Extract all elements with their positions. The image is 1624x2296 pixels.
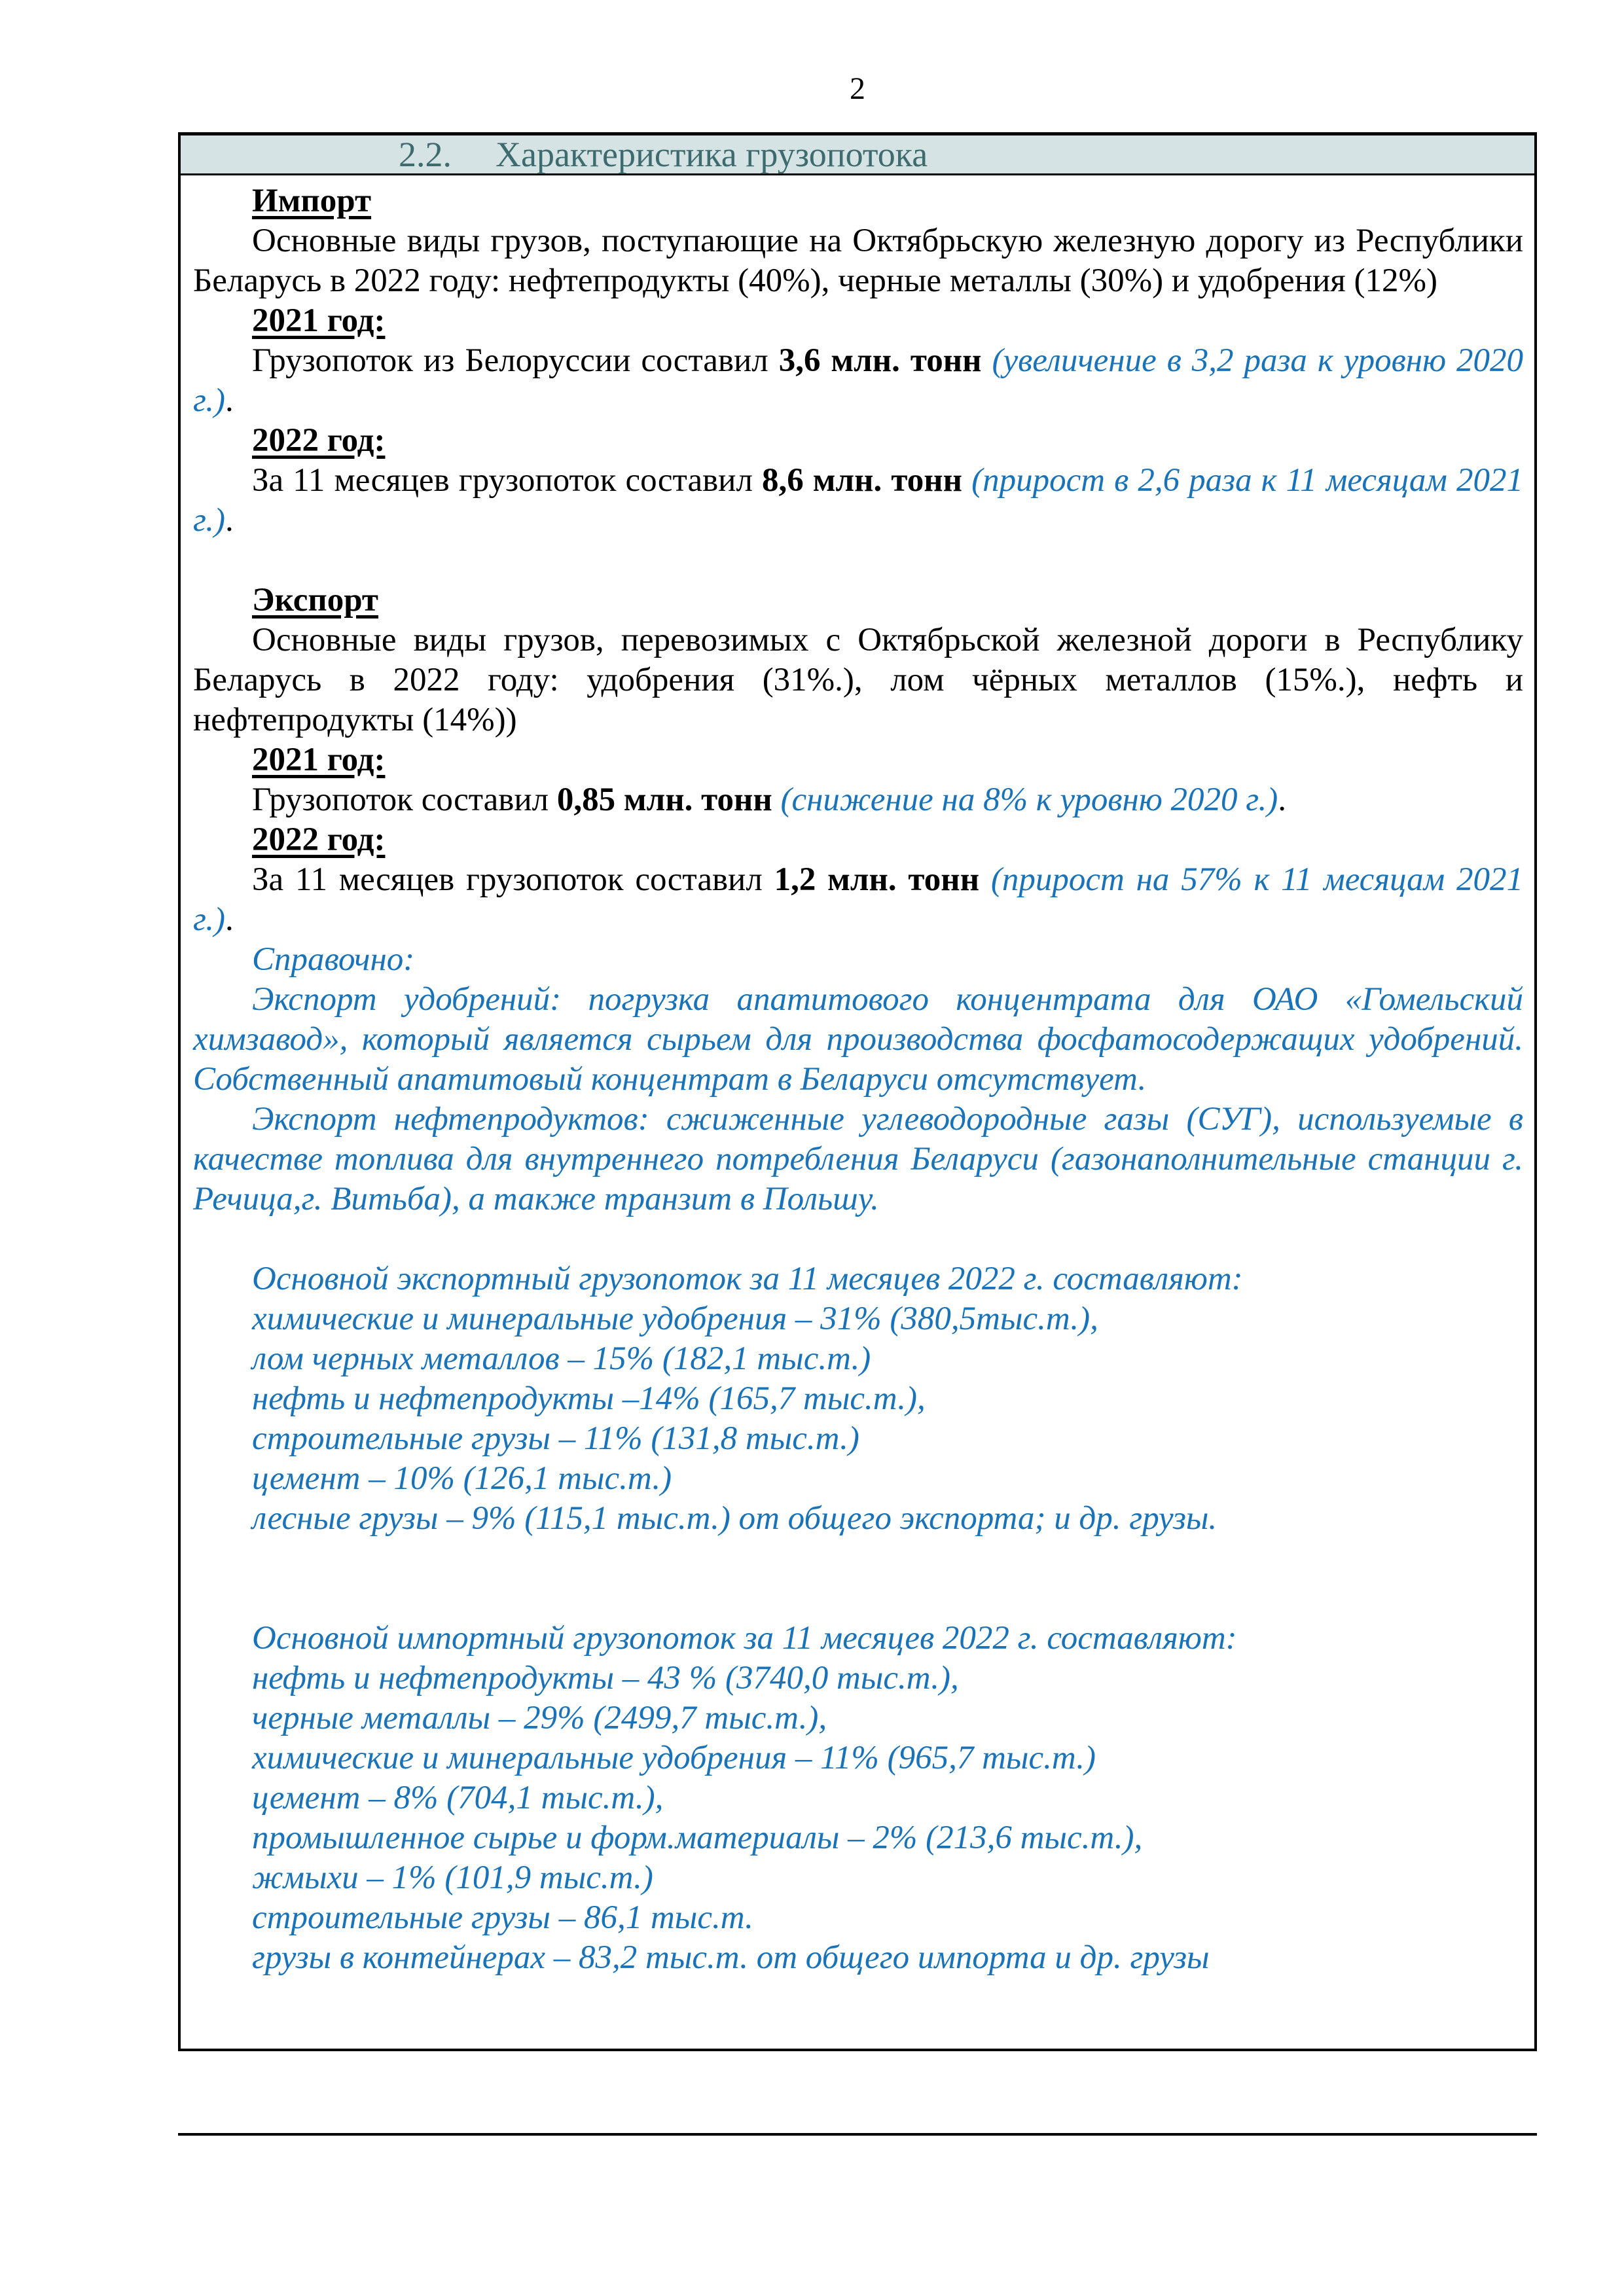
text-run: Грузопоток из Белоруссии составил [252,342,779,379]
paragraph-export-2021 [193,780,1523,820]
text-run: (снижение на 8% к уровню 2020 г.) [780,781,1278,818]
text-run: лом черных металлов – 15% (182,1 тыс.т.) [252,1340,871,1377]
text-run: нефть и нефтепродукты – 43 % (3740,0 тыс.т.), [252,1660,959,1696]
export-list-item [193,1459,1523,1499]
text-run: цемент – 8% (704,1 тыс.т.), [252,1780,664,1816]
heading-year-2021 [193,301,1523,341]
text-run: строительные грузы – 86,1 тыс.т. [252,1899,753,1936]
text-run: (прирост в 2,6 раза к 11 месяцам 2021 г.) [193,462,1523,539]
paragraph-fertilizer-export-note [193,980,1523,1100]
text-run: . [225,382,234,419]
paragraph-export-2022 [193,860,1523,940]
blank-line [193,541,1523,581]
text-run: жмыхи – 1% (101,9 тыс.т.) [252,1859,653,1896]
text-run: лесные грузы – 9% (115,1 тыс.т.) от общего экспорта; и др. грузы. [252,1500,1218,1537]
export-list-item [193,1419,1523,1459]
heading-year-2022 [193,820,1523,860]
text-run: Экспорт нефтепродуктов: сжиженные углеводородные газы (СУГ), используемые в качестве топлива для внутреннего потребления Беларуси (газонаполнительные станции г. Речица,г. Витьба), а также транзит в Польшу. [193,1101,1523,1217]
text-run [979,861,991,898]
import-list-item [193,1778,1523,1818]
text-run: (прирост на 57% к 11 месяцам 2021 г.) [193,861,1523,938]
text-run: . [1278,781,1286,818]
content-table [178,132,1537,2051]
text-run [252,1580,261,1617]
heading-export [193,581,1523,620]
text-run: 1,2 млн. тонн [774,861,980,898]
text-run: строительные грузы – 11% (131,8 тыс.т.) [252,1420,859,1457]
paragraph-import-overview [193,221,1523,301]
import-list-item [193,1858,1523,1898]
text-run: (увеличение в 3,2 раза к уровню 2020 г.) [193,342,1524,419]
blank-line [193,1579,1523,1619]
text-run: . [225,901,234,938]
export-list-item [193,1379,1523,1419]
paragraph-export-list-header [193,1259,1523,1299]
text-run: 2021 год: [252,742,386,778]
text-run: Импорт [252,183,372,219]
text-run: За 11 месяцев грузопоток составил [252,861,774,898]
export-list-item [193,1499,1523,1539]
text-run: Основные виды грузов, перевозимых с Октябрьской железной дороги в Республику Беларусь в 2022 году: удобрения (31%.), лом чёрных металлов (15%.), нефть и нефтепродукты (14%)) [193,622,1523,738]
text-run: 2022 год: [252,821,386,858]
text-run: 0,85 млн. тонн [556,781,772,818]
text-run: 2022 год: [252,422,386,459]
import-list-item [193,1938,1523,1978]
text-run: черные металлы – 29% (2499,7 тыс.т.), [252,1700,827,1736]
import-list-item [193,1738,1523,1778]
section-body [181,175,1534,2008]
text-run: Основной экспортный грузопоток за 11 месяцев 2022 г. составляют: [252,1261,1243,1297]
footer-rule [178,2133,1537,2136]
text-run: Экспорт удобрений: погрузка апатитового концентрата для ОАО «Гомельский химзавод», который является сырьем для производства фосфатосодержащих удобрений. Собственный апатитовый концентрат в Беларуси отсутствует. [193,981,1523,1098]
export-list-item [193,1299,1523,1339]
text-run [252,1221,261,1257]
text-run: . [225,502,234,539]
section-heading-row [181,135,1534,175]
page-number: 2 [850,71,865,106]
text-run: Экспорт [252,582,378,619]
export-list-item [193,1339,1523,1379]
text-run: цемент – 10% (126,1 тыс.т.) [252,1460,672,1497]
paragraph-import-2021 [193,341,1523,421]
section-title: Характеристика грузопотока [496,135,928,174]
paragraph-oil-export-note [193,1100,1523,1219]
text-run: Справочно: [252,941,415,978]
text-run [252,1540,261,1577]
heading-year-2021 [193,740,1523,780]
paragraph-reference-label [193,940,1523,980]
text-run: химические и минеральные удобрения – 31% (380,5тыс.т.), [252,1300,1098,1337]
text-run: нефть и нефтепродукты –14% (165,7 тыс.т.), [252,1380,926,1417]
text-run: 3,6 млн. тонн [778,342,982,379]
text-run: За 11 месяцев грузопоток составил [252,462,762,499]
text-run: химические и минеральные удобрения – 11% (965,7 тыс.т.) [252,1740,1096,1776]
text-run [772,781,781,818]
heading-year-2022 [193,421,1523,461]
text-run [962,462,971,499]
blank-line [193,1219,1523,1259]
import-list-item [193,1659,1523,1698]
text-run: Основные виды грузов, поступающие на Октябрьскую железную дорогу из Республики Беларусь в 2022 году: нефтепродукты (40%), черные металлы (30%) и удобрения (12%) [193,223,1523,299]
text-run [252,542,261,579]
text-run: 8,6 млн. тонн [761,462,963,499]
import-list-item [193,1898,1523,1938]
blank-line [193,1539,1523,1579]
text-run: грузы в контейнерах – 83,2 тыс.т. от общего импорта и др. грузы [252,1939,1210,1976]
text-run: 2021 год: [252,302,386,339]
text-run: Основной импортный грузопоток за 11 месяцев 2022 г. составляют: [252,1620,1237,1657]
paragraph-export-overview [193,620,1523,740]
heading-import [193,181,1523,221]
import-list-item [193,1698,1523,1738]
section-number: 2.2. [399,135,452,174]
text-run: промышленное сырье и форм.материалы – 2% (213,6 тыс.т.), [252,1820,1143,1856]
import-list-item [193,1818,1523,1858]
text-run: Грузопоток составил [252,781,557,818]
text-run [982,342,992,379]
paragraph-import-2022 [193,461,1523,541]
paragraph-import-list-header [193,1619,1523,1659]
